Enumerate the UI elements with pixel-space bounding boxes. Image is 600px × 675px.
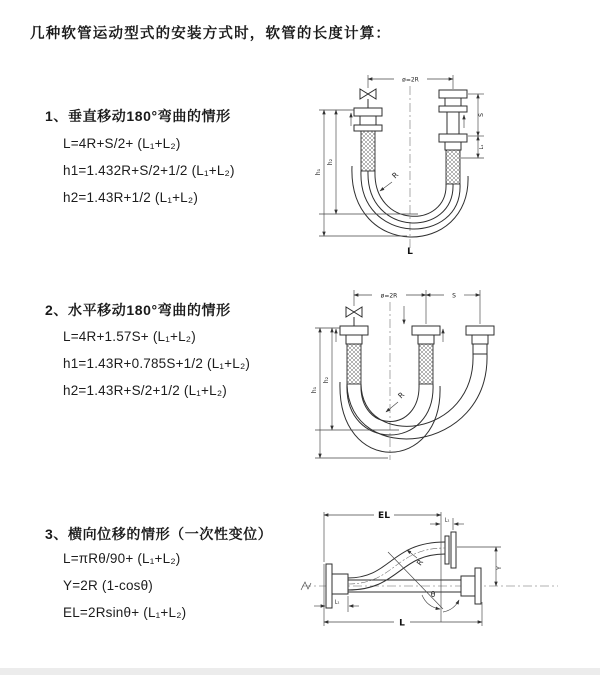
diagram-vertical-180 (308, 64, 530, 258)
valve-icon (346, 307, 362, 326)
braided-hose-left (347, 344, 361, 384)
braided-hose-left (361, 131, 375, 171)
braided-hose-right (446, 150, 460, 184)
svg-text:S: S (452, 292, 456, 300)
svg-text:h₂: h₂ (327, 158, 334, 166)
dimension-L1 (478, 136, 485, 158)
fixed-flange (354, 108, 382, 131)
page-bottom-edge (0, 668, 600, 675)
section-2-formula-L: L=4R+1.57S+ (L₁+L₂) (63, 329, 196, 344)
svg-text:S: S (478, 113, 485, 117)
fixed-flange (340, 326, 368, 344)
dimension-stroke-S (478, 94, 485, 136)
dimension-L1-top (430, 518, 464, 531)
moving-flange-top (439, 90, 467, 112)
section-3-formula-Y: Y=2R (1-cosθ) (63, 578, 154, 593)
section-2-formula-h1: h1=1.43R+0.785S+1/2 (L₁+L₂) (63, 356, 251, 371)
page-title: 几种软管运动型式的安装方式时，软管的长度计算： (30, 26, 392, 42)
diagram-horizontal-180 (304, 282, 540, 468)
svg-text:L: L (399, 618, 405, 629)
right-flange-initial (461, 568, 481, 604)
moving-flange-position-2 (466, 326, 494, 354)
svg-text:h₂: h₂ (323, 376, 330, 384)
svg-text:R: R (390, 170, 401, 181)
braided-hose-middle (419, 344, 433, 384)
section-3-heading: 3、横向位移的情形（一次性变位） (45, 526, 273, 542)
valve-icon (360, 89, 376, 108)
dimension-h2 (327, 110, 336, 214)
dimension-width-2R (368, 75, 453, 89)
moving-flange-bottom (439, 134, 467, 150)
svg-text:R: R (396, 390, 407, 401)
dimension-h1 (311, 328, 320, 458)
svg-text:L₁: L₁ (334, 599, 340, 606)
section-1-formula-h1: h1=1.432R+S/2+1/2 (L₁+L₂) (63, 163, 235, 178)
svg-text:ø=2R: ø=2R (380, 292, 398, 300)
dimension-EL (324, 511, 441, 562)
section-3-formula-EL: EL=2Rsinθ+ (L₁+L₂) (63, 605, 187, 620)
s-curve-hose-displaced (348, 542, 445, 590)
section-1-formula-L: L=4R+S/2+ (L₁+L₂) (63, 136, 181, 151)
dimension-stroke-S (426, 290, 480, 324)
section-1-heading: 1、垂直移动180°弯曲的情形 (45, 108, 231, 124)
svg-text:EL: EL (378, 511, 390, 521)
angle-construction (388, 512, 459, 622)
svg-text:ø=2R: ø=2R (402, 76, 419, 84)
radius-callout (386, 390, 406, 412)
dimension-h1 (315, 110, 324, 236)
svg-text:h₁: h₁ (311, 386, 318, 394)
svg-text:L₁: L₁ (444, 517, 450, 524)
length-label: L (407, 247, 413, 257)
svg-text:L₁: L₁ (479, 144, 485, 150)
section-2-formula-h2: h2=1.43R+S/2+1/2 (L₁+L₂) (63, 383, 227, 398)
theta-label: θ (430, 590, 436, 599)
dimension-h2 (323, 328, 332, 430)
section-1-formula-h2: h2=1.43R+1/2 (L₁+L₂) (63, 190, 199, 205)
svg-text:Y: Y (496, 566, 503, 570)
u-bend-hose (340, 354, 487, 452)
section-3-formula-L: L=πRθ/90+ (L₁+L₂) (63, 551, 181, 566)
radius-callout (407, 550, 425, 567)
svg-text:h₁: h₁ (315, 168, 322, 176)
moving-flange-position-1 (412, 326, 440, 344)
diagram-lateral-displacement (296, 502, 564, 644)
dimension-L1-left (314, 596, 359, 612)
upper-flange-displaced (445, 532, 456, 568)
svg-text:R: R (414, 557, 426, 568)
section-2-heading: 2、水平移动180°弯曲的情形 (45, 302, 231, 318)
radius-callout (380, 170, 400, 191)
